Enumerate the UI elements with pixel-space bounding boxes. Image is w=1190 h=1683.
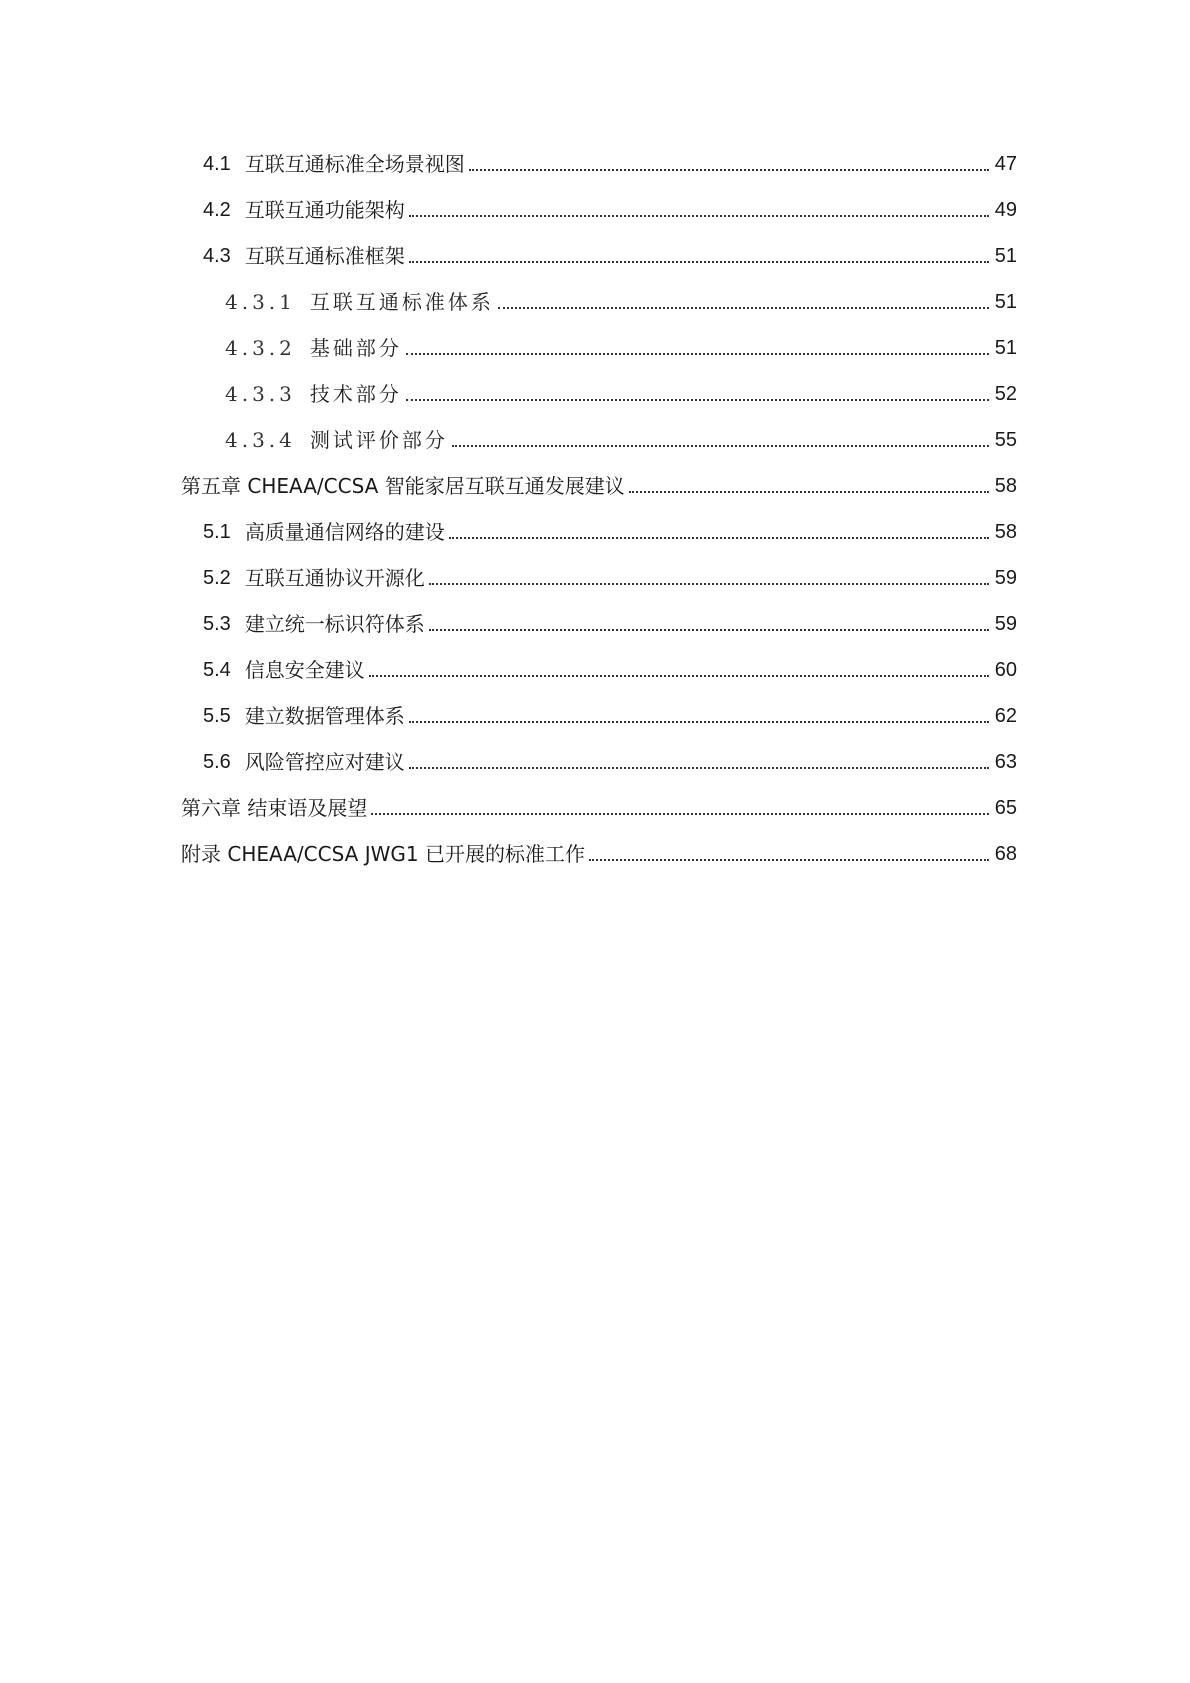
- toc-entry-page: 51: [994, 337, 1017, 359]
- toc-entry-title: 互联互通标准框架: [244, 244, 405, 268]
- toc-entry-title: 互联互通功能架构: [244, 198, 405, 222]
- toc-entry-title: 风险管控应对建议: [244, 750, 405, 774]
- toc-entry[interactable]: [203, 241, 1017, 271]
- toc-entry-number: 5.6: [203, 751, 231, 773]
- toc-entry-page: 52: [994, 383, 1017, 405]
- toc-entry-number: 4.3.2: [225, 336, 296, 360]
- toc-entry-page: 51: [994, 291, 1017, 313]
- toc-entry-title: 附录 CHEAA/CCSA JWG1 已开展的标准工作: [181, 842, 585, 866]
- toc-entry[interactable]: [225, 287, 1017, 317]
- toc-entry-page: 68: [994, 843, 1017, 865]
- toc-entry-number: 5.3: [203, 613, 231, 635]
- toc-entry-page: 58: [994, 521, 1017, 543]
- toc-entry-page: 59: [994, 567, 1017, 589]
- toc-entry-title: 互联互通协议开源化: [244, 566, 425, 590]
- toc-entry-page: 60: [994, 659, 1017, 681]
- toc-entry[interactable]: [203, 517, 1017, 547]
- toc-entry[interactable]: [203, 701, 1017, 731]
- dot-leader: [449, 537, 989, 539]
- toc-entry-page: 55: [994, 429, 1017, 451]
- toc-entry-page: 59: [994, 613, 1017, 635]
- toc-entry-title: 建立统一标识符体系: [244, 612, 425, 636]
- dot-leader: [409, 767, 989, 769]
- toc-entry-page: 63: [994, 751, 1017, 773]
- toc-entry-title: 第六章 结束语及展望: [181, 796, 368, 820]
- dot-leader: [589, 859, 989, 861]
- toc-entry-title: 建立数据管理体系: [244, 704, 405, 728]
- toc-entry[interactable]: [203, 747, 1017, 777]
- toc-entry-page: 47: [994, 153, 1017, 175]
- toc-entry-number: 4.3.3: [225, 382, 296, 406]
- toc-entry-number: 4.2: [203, 199, 231, 221]
- toc-appendix-entry[interactable]: [181, 839, 1017, 869]
- toc-entry-title: 信息安全建议: [244, 658, 365, 682]
- toc-entry-page: 65: [994, 797, 1017, 819]
- toc-entry-number: 4.1: [203, 153, 231, 175]
- toc-chapter-entry[interactable]: [181, 793, 1017, 823]
- dot-leader: [629, 491, 989, 493]
- dot-leader: [406, 399, 989, 401]
- dot-leader: [371, 813, 988, 815]
- toc-chapter-entry[interactable]: [181, 471, 1017, 501]
- toc-entry[interactable]: [225, 379, 1017, 409]
- toc-entry-number: 4.3.4: [225, 428, 296, 452]
- toc-entry[interactable]: [203, 609, 1017, 639]
- toc-entry-number: 5.1: [203, 521, 231, 543]
- dot-leader: [469, 169, 989, 171]
- toc-entry-page: 51: [994, 245, 1017, 267]
- dot-leader: [452, 445, 989, 447]
- dot-leader: [409, 215, 989, 217]
- dot-leader: [429, 629, 989, 631]
- toc-entry[interactable]: [225, 425, 1017, 455]
- dot-leader: [429, 583, 989, 585]
- toc-entry-title: 互联互通标准全场景视图: [244, 152, 465, 176]
- toc-entry-page: 62: [994, 705, 1017, 727]
- dot-leader: [409, 721, 989, 723]
- toc-entry-title: 基础部分: [309, 336, 402, 360]
- toc-entry-number: 4.3: [203, 245, 231, 267]
- dot-leader: [369, 675, 989, 677]
- toc-entry-title: 高质量通信网络的建设: [244, 520, 445, 544]
- toc-entry-number: 5.2: [203, 567, 231, 589]
- toc-entry-number: 4.3.1: [225, 290, 296, 314]
- toc-entry-title: 第五章 CHEAA/CCSA 智能家居互联互通发展建议: [181, 474, 625, 498]
- toc-entry-page: 49: [994, 199, 1017, 221]
- dot-leader: [498, 307, 989, 309]
- toc-entry[interactable]: [203, 195, 1017, 225]
- toc-entry[interactable]: [203, 563, 1017, 593]
- toc-entry-number: 5.5: [203, 705, 231, 727]
- dot-leader: [409, 261, 989, 263]
- toc-entry[interactable]: [203, 149, 1017, 179]
- toc-entry[interactable]: [203, 655, 1017, 685]
- dot-leader: [406, 353, 989, 355]
- toc-entry-title: 技术部分: [309, 382, 402, 406]
- toc-entry-title: 测试评价部分: [309, 428, 448, 452]
- toc-entry-number: 5.4: [203, 659, 231, 681]
- toc-entry-page: 58: [994, 475, 1017, 497]
- toc-entry-title: 互联互通标准体系: [309, 290, 494, 314]
- toc-entry[interactable]: [225, 333, 1017, 363]
